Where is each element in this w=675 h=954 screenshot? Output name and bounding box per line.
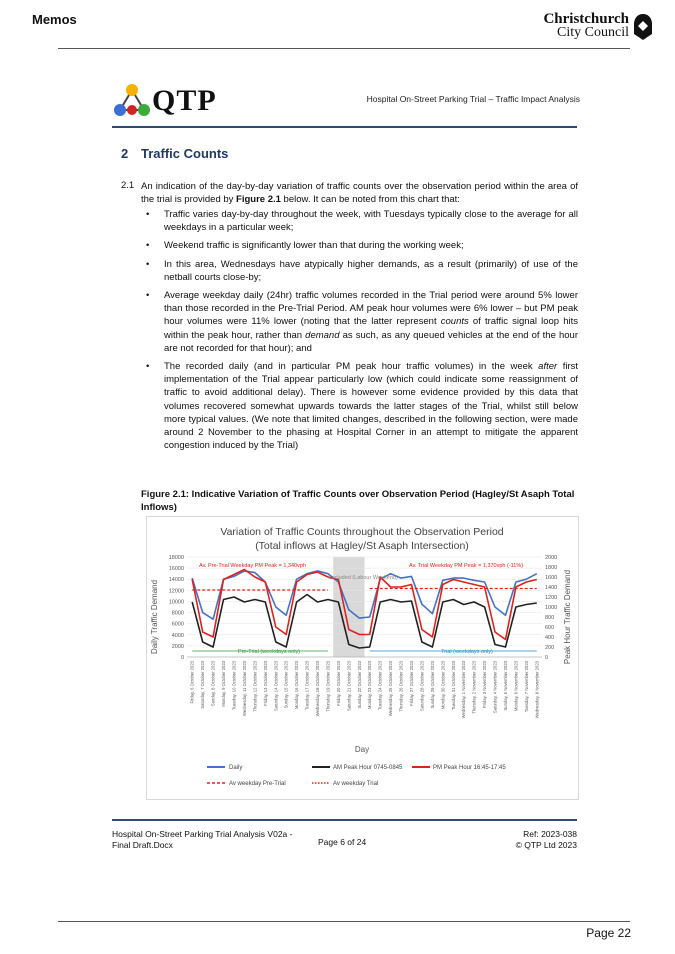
x-tick-label: Wednesday, 18 October 2023 (315, 661, 321, 717)
legend-label-am: AM Peak Hour 0745-0845 (333, 765, 403, 771)
x-tick-label: Wednesday, 25 October 2023 (388, 661, 394, 717)
y2-tick-label: 1600 (545, 575, 558, 581)
bullet-text: In this area, Wednesdays have atypically higher demands, as a result (primarily) of use of the netball courts close-by; (164, 258, 578, 283)
bullet-marker: • (146, 290, 150, 302)
council-name-line2: City Council (557, 25, 629, 40)
y2-tick-label: 1400 (545, 585, 558, 591)
x-tick-label: Monday, 16 October 2023 (294, 661, 300, 710)
x-tick-label: Monday, 9 October 2023 (221, 661, 227, 707)
x-tick-label: Friday, 27 October 2023 (408, 661, 414, 706)
chart-legend (207, 765, 506, 787)
annotation-pre-trial-period: Pre-Trial (weekdays only) (237, 649, 301, 655)
qtp-logo-text: QTP (152, 84, 217, 117)
y-tick-label: 18000 (168, 555, 184, 561)
x-tick-label: Friday, 3 November 2023 (482, 661, 488, 708)
page-footer-rule (58, 921, 630, 922)
bullet-marker: • (146, 240, 150, 252)
x-tick-label: Monday, 23 October 2023 (367, 661, 373, 710)
x-tick-label: Thursday, 26 October 2023 (398, 661, 404, 712)
x-tick-label: Wednesday, 8 November 2023 (534, 661, 540, 719)
qtp-logo-icon (112, 82, 152, 118)
x-tick-label: Saturday, 4 November 2023 (492, 661, 498, 714)
footer-page-of: Page 6 of 24 (318, 837, 367, 847)
y2-tick-label: 400 (545, 635, 555, 641)
list-item (141, 208, 578, 234)
annotation-excluded: Excluded (Labour Weekend) (328, 575, 398, 581)
bullet-marker: • (146, 361, 150, 373)
list-item (141, 258, 578, 284)
y-tick-label: 6000 (171, 621, 184, 628)
y2-axis-label: Peak Hour Traffic Demand (563, 569, 572, 665)
x-tick-label: Sunday, 5 November 2023 (502, 661, 508, 711)
footer-ref: Ref: 2023-038 (523, 829, 577, 839)
bullet-text: The recorded daily (and in particular PM peak hour traffic volumes) in the week after first implementation of the Trial appear particularly low (which could indicate some reassignment of traffic to avoid additional delay). There is however some evidence provided by this data that volumes recovered somewhat upwards towards the latter stages of the Trial, whilst still below more typical values. (We note that limited changes, described in the following section, were made around 2 November to the phasing at Hospital Corner in an attempt to mitigate the apparent congestion induced by the Trial) (164, 361, 578, 452)
footer-ref-block (516, 829, 577, 851)
y-tick-label: 14000 (168, 577, 184, 584)
annotation-trial-peak: Av. Trial Weekday PM Peak = 1,370vph (-11%) (409, 563, 524, 569)
y-tick-label: 4000 (171, 632, 184, 639)
council-name (543, 12, 629, 40)
footer-copyright: © QTP Ltd 2023 (515, 840, 577, 850)
chart-frame (146, 516, 579, 800)
y2-tick-label: 1000 (545, 605, 558, 611)
x-tick-label: Wednesday, 11 October 2023 (241, 661, 247, 716)
x-tick-label: Sunday, 8 October 2023 (210, 661, 216, 707)
x-tick-label: Friday, 13 October 2023 (262, 661, 268, 706)
intro-paragraph (141, 180, 578, 206)
figure-reference: Figure 2.1 (236, 194, 281, 206)
y2-tick-label: 1200 (545, 595, 558, 601)
x-tick-label: Thursday, 19 October 2023 (325, 661, 331, 712)
legend-label-daily: Daily (229, 765, 243, 771)
x-tick-label: Tuesday, 10 October 2023 (231, 661, 237, 711)
figure-caption: Figure 2.1: Indicative Variation of Traffic Counts over Observation Period (Hagley/St Asaph Total Inflows) (141, 489, 575, 513)
x-tick-label: Saturday, 14 October 2023 (273, 661, 279, 711)
council-logo-icon (631, 12, 655, 42)
traffic-chart (147, 517, 578, 799)
x-tick-label: Saturday, 28 October 2023 (419, 661, 425, 711)
bullet-text: Traffic varies day-by-day throughout the week, with Tuesdays typically close to the average for all weekdays in a particular week; (164, 209, 578, 234)
y2-tick-label: 1800 (545, 565, 558, 571)
y-tick-label: 16000 (168, 566, 184, 573)
y2-tick-label: 200 (545, 645, 555, 651)
x-tick-label: Tuesday, 24 October 2023 (377, 661, 383, 711)
bullet-text: Average weekday daily (24hr) traffic volumes recorded in the Trial period were around 5% lower than those recorded in the Pre-Trial Period. AM peak hour volumes were 6% lower – but PM peak hour volumes were 11% lower (noting that the latter represent counts of traffic signal loop hits within the peak hour, rather than demand as such, as any queued vehicles at the end of the hour are not recorded for that hour); and (164, 290, 578, 354)
x-tick-label: Thursday, 2 November 2023 (471, 661, 477, 714)
y2-tick-label: 600 (545, 625, 555, 631)
footer-rule (112, 819, 577, 821)
x-tick-label: Sunday, 22 October 2023 (356, 661, 362, 709)
paragraph-number: 2.1 (121, 180, 135, 191)
x-tick-label: Saturday, 7 October 2023 (200, 661, 206, 709)
section-title: Traffic Counts (141, 146, 229, 161)
annotation-pre-trial-peak: Av. Pre-Trial Weekday PM Peak = 1,340vph (199, 563, 306, 569)
x-tick-label: Sunday, 29 October 2023 (429, 661, 435, 709)
x-tick-label: Wednesday, 1 November 2023 (461, 661, 467, 719)
x-tick-label: Sunday, 15 October 2023 (283, 661, 289, 709)
x-axis-label: Day (354, 745, 370, 754)
page-number: Page 22 (586, 926, 631, 940)
y-tick-label: 12000 (168, 588, 184, 595)
bullet-marker: • (146, 209, 150, 220)
y-tick-label: 2000 (171, 643, 184, 650)
x-tick-label: Tuesday, 17 October 2023 (304, 661, 310, 711)
x-tick-label: Friday, 6 October 2023 (189, 661, 195, 704)
chart-subtitle: (Total inflows at Hagley/St Asaph Intersection) (255, 540, 469, 552)
x-tick-label: Monday, 6 November 2023 (513, 661, 519, 712)
chart-title: Variation of Traffic Counts throughout the Observation Period (220, 526, 504, 538)
x-tick-label: Tuesday, 31 October 2023 (450, 661, 456, 711)
list-item (141, 360, 578, 452)
annotation-trial-period: Trial (weekdays only) (441, 649, 493, 655)
y-tick-label: 8000 (171, 610, 184, 617)
footer-doc-name: Hospital On-Street Parking Trial Analysis V02a - Final Draft.Docx (112, 829, 293, 850)
findings-list (141, 208, 578, 457)
y2-tick-label: 800 (545, 615, 555, 621)
y2-tick-label: 2000 (545, 555, 558, 561)
list-item (141, 239, 578, 252)
y-tick-label: 10000 (168, 599, 184, 606)
legend-label-trial: Av weekday Trial (333, 781, 379, 787)
bullet-marker: • (146, 258, 150, 270)
section-number: 2 (121, 146, 129, 161)
y-tick-label: 0 (180, 655, 184, 661)
legend-label-pm: PM Peak Hour 16:45-17:45 (433, 765, 506, 771)
bullet-text: Weekend traffic is significantly lower than that during the working week; (164, 240, 464, 252)
x-tick-label: Thursday, 12 October 2023 (252, 661, 258, 712)
list-item (141, 289, 578, 355)
council-name-line1: Christchurch (543, 11, 629, 27)
y2-tick-label: 0 (545, 655, 549, 661)
intro-text-a: An indication of the day-by-day variation of traffic counts over the observation period within the area of the trial is provided by (141, 181, 578, 206)
x-tick-label: Friday, 20 October 2023 (335, 661, 341, 706)
x-tick-label: Saturday, 21 October 2023 (346, 661, 352, 711)
x-tick-label: Tuesday, 7 November 2023 (523, 661, 529, 713)
memos-label: Memos (32, 12, 77, 27)
legend-label-pre-trial: Av weekday Pre-Trial (229, 781, 286, 787)
x-tick-label: Monday, 30 October 2023 (440, 661, 446, 710)
intro-text-b: below. It can be noted from this chart that: (280, 194, 460, 206)
y-axis-label: Daily Traffic Demand (150, 579, 159, 655)
header-rule (58, 48, 630, 49)
document-header-title: Hospital On-Street Parking Trial – Traffic Impact Analysis (366, 94, 580, 104)
document-header-rule (112, 126, 577, 128)
